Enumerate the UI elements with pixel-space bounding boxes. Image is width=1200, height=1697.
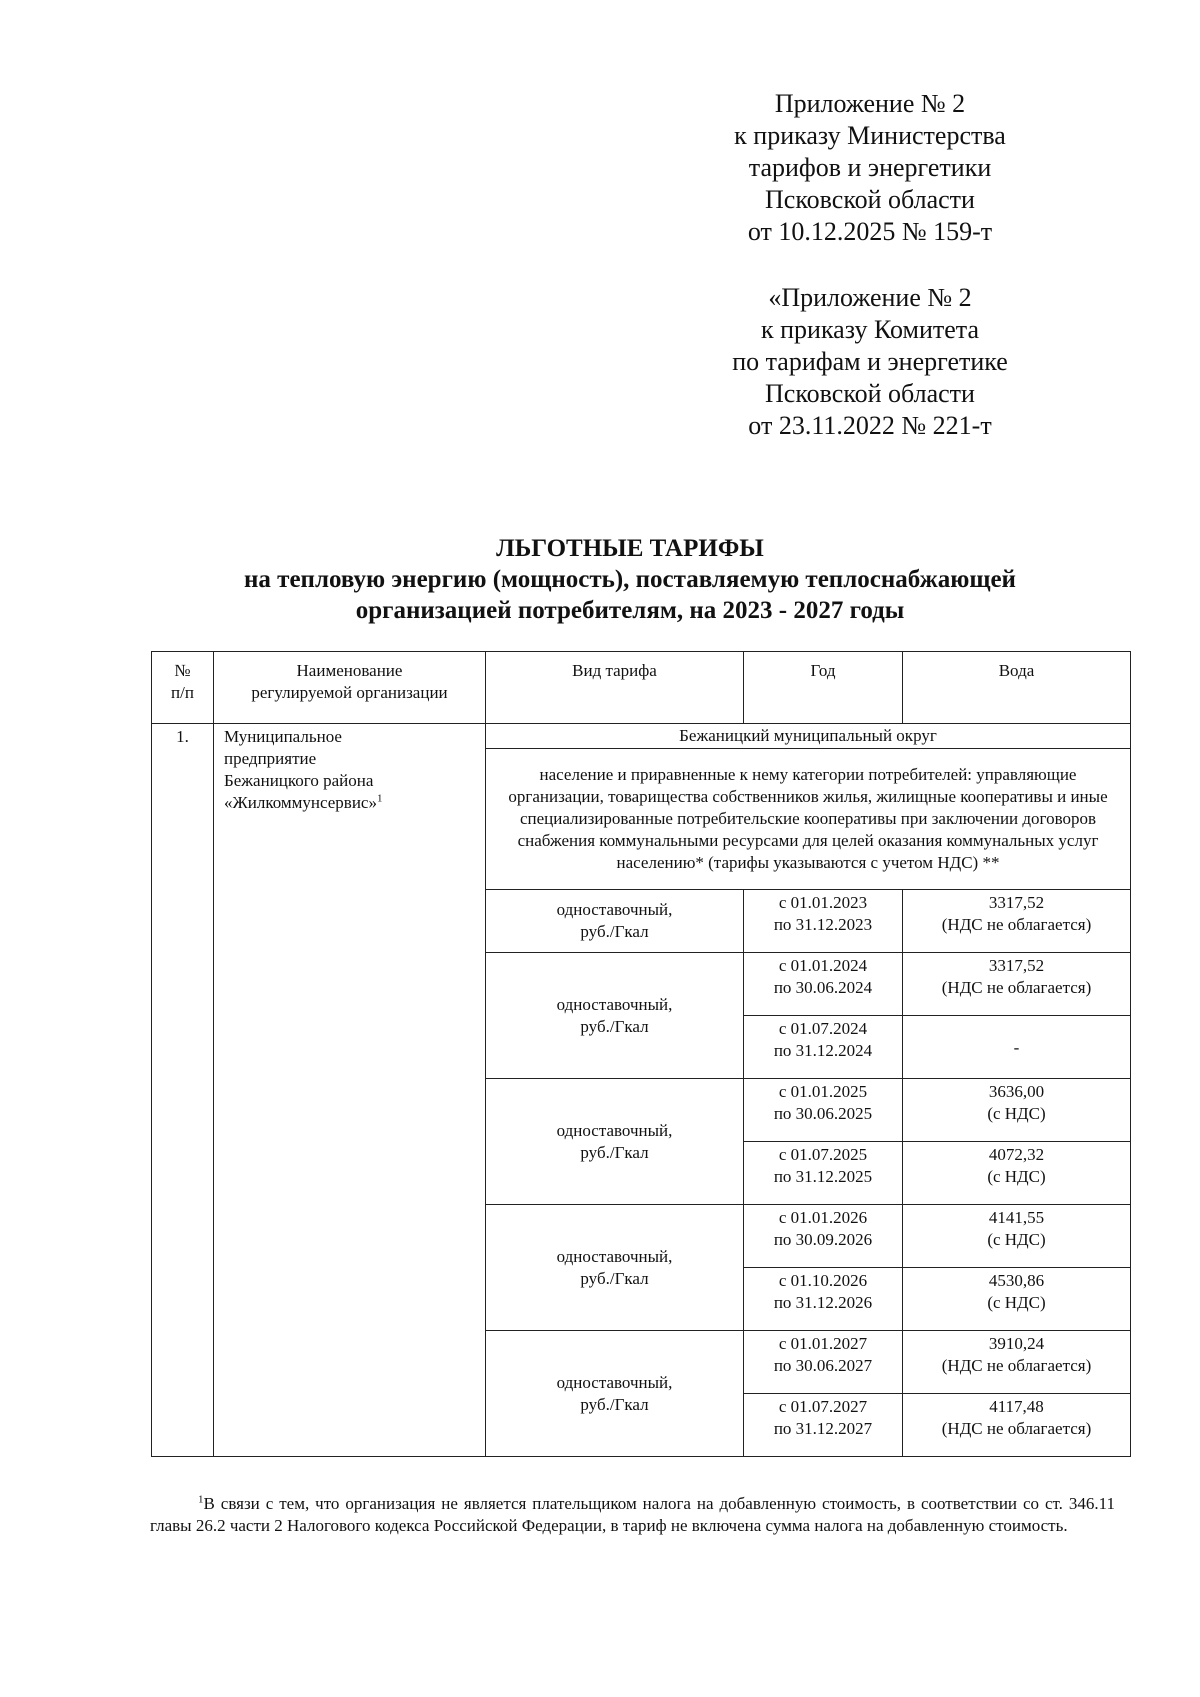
header-organization [214, 652, 486, 724]
consumer-category: население и приравненные к нему категории потребителей: управляющие организации, товарищества собственников жилья, жилищные кооперативы и иные специализированные потребительские кооперативы при заключении договоров снабжения коммунальными ресурсами для целей оказания коммунальных услуг населению* (тарифы указываются с учетом НДС) ** [486, 749, 1131, 890]
period-from: с 01.07.2024 [778, 1019, 868, 1038]
tariff-kind [486, 1079, 744, 1205]
tariff-vat-note: (с НДС) [987, 1293, 1046, 1312]
tariff-vat-note: (НДС не облагается) [941, 978, 1092, 997]
period-to: по 31.12.2026 [773, 1293, 873, 1312]
tariff-kind-line: одноставочный, [556, 900, 673, 919]
period-to: по 30.09.2026 [773, 1230, 873, 1249]
tariff-amount: 4117,48 [989, 1397, 1044, 1416]
tariff-amount: - [1013, 1038, 1020, 1057]
period-from: с 01.01.2024 [778, 956, 868, 975]
appendix-line: Приложение № 2 [774, 89, 966, 118]
period-from: с 01.01.2026 [778, 1208, 868, 1227]
appendix-previous-header [700, 282, 1040, 442]
tariff-kind-line: руб./Гкал [580, 1268, 649, 1288]
tariff-kind-line: руб./Гкал [580, 922, 649, 941]
tariff-vat-note: (с НДС) [987, 1104, 1046, 1123]
organization-line [224, 792, 481, 814]
period [744, 1079, 903, 1142]
footnote-mark: 1 [376, 792, 383, 805]
period-to: по 30.06.2024 [773, 978, 873, 997]
period [744, 1394, 903, 1457]
table-row [152, 724, 1131, 749]
appendix-line: к приказу Министерства [734, 121, 1006, 150]
header-organization-line: регулируемой организации [251, 683, 448, 702]
period [744, 1016, 903, 1079]
header-number-line: п/п [171, 683, 194, 702]
header-number-line: № [174, 661, 191, 680]
tariff-value [903, 1142, 1131, 1205]
table-header-row [152, 652, 1131, 724]
tariff-kind [486, 890, 744, 953]
tariff-kind-line: одноставочный, [556, 1246, 673, 1266]
tariff-amount: 3317,52 [988, 956, 1045, 975]
title-line-3: организацией потребителям, на 2023 - 2027 годы [355, 597, 905, 624]
period [744, 1142, 903, 1205]
tariff-kind-line: руб./Гкал [580, 1016, 649, 1036]
tariff-value [903, 1331, 1131, 1394]
organization-line-text: «Жилкоммунсервис» [224, 793, 377, 812]
tariff-amount: 4141,55 [988, 1208, 1045, 1227]
period-from: с 01.07.2027 [778, 1397, 868, 1416]
tariff-value [903, 953, 1131, 1016]
document-title [150, 533, 1110, 626]
tariff-kind-line: руб./Гкал [580, 1142, 649, 1162]
period-from: с 01.01.2027 [778, 1334, 868, 1353]
tariff-kind [486, 1331, 744, 1457]
tariff-kind [486, 1205, 744, 1331]
tariff-kind-line: одноставочный, [556, 1120, 673, 1140]
organization-line: Муниципальное [224, 727, 342, 746]
footnote-mark: 1 [198, 1493, 204, 1506]
period-to: по 31.12.2024 [773, 1041, 873, 1060]
appendix-line: к приказу Комитета [760, 315, 979, 344]
header-organization-line: Наименование [296, 661, 403, 680]
tariff-vat-note: (НДС не облагается) [941, 1419, 1092, 1438]
period [744, 953, 903, 1016]
tariff-kind-line: одноставочный, [556, 994, 673, 1014]
tariff-vat-note: (с НДС) [987, 1167, 1046, 1186]
period-to: по 31.12.2023 [773, 915, 873, 934]
appendix-line: от 23.11.2022 № 221-т [748, 411, 992, 440]
tariff-table [151, 651, 1131, 1457]
period-from: с 01.01.2023 [778, 893, 868, 912]
tariff-vat-note: (НДС не облагается) [941, 1356, 1092, 1375]
tariff-value [903, 890, 1131, 953]
footnote-text: В связи с тем, что организация не является плательщиком налога на добавленную стоимость, в соответствии со ст. 346.11 главы 26.2 части 2 Налогового кодекса Российской Федерации, в тариф не включена сумма налога на добавленную стоимость. [150, 1494, 1115, 1535]
appendix-line: «Приложение № 2 [768, 283, 972, 312]
title-line-1: ЛЬГОТНЫЕ ТАРИФЫ [496, 535, 764, 562]
period-to: по 30.06.2027 [773, 1356, 873, 1375]
appendix-line: Псковской области [765, 185, 975, 214]
tariff-kind-line: руб./Гкал [580, 1394, 649, 1414]
tariff-amount: 3910,24 [988, 1334, 1045, 1353]
header-water: Вода [903, 652, 1131, 724]
tariff-vat-note: (НДС не облагается) [941, 915, 1092, 934]
period-from: с 01.10.2026 [778, 1271, 868, 1290]
tariff-value [903, 1079, 1131, 1142]
period-to: по 31.12.2027 [773, 1419, 873, 1438]
tariff-value [903, 1016, 1131, 1079]
period-to: по 31.12.2025 [773, 1167, 873, 1186]
tariff-amount: 3317,52 [988, 893, 1045, 912]
title-line-2: на тепловую энергию (мощность), поставляемую теплоснабжающей [244, 566, 1016, 593]
organization-line: предприятие [224, 749, 317, 768]
tariff-kind-line: одноставочный, [556, 1372, 673, 1392]
appendix-line: по тарифам и энергетике [732, 347, 1008, 376]
footnote [150, 1493, 1115, 1537]
period-from: с 01.01.2025 [778, 1082, 868, 1101]
tariff-vat-note: (с НДС) [987, 1230, 1046, 1249]
row-number: 1. [152, 724, 214, 1457]
header-number [152, 652, 214, 724]
period [744, 1205, 903, 1268]
period [744, 1331, 903, 1394]
tariff-kind [486, 953, 744, 1079]
tariff-amount: 3636,00 [988, 1082, 1045, 1101]
tariff-value [903, 1268, 1131, 1331]
tariff-amount: 4530,86 [988, 1271, 1045, 1290]
organization-name [214, 724, 486, 1457]
period-to: по 30.06.2025 [773, 1104, 873, 1123]
tariff-amount: 4072,32 [988, 1145, 1045, 1164]
period-from: с 01.07.2025 [778, 1145, 868, 1164]
period [744, 1268, 903, 1331]
organization-line: Бежаницкого района [224, 771, 374, 790]
period [744, 890, 903, 953]
appendix-current-header [700, 88, 1040, 248]
tariff-value [903, 1205, 1131, 1268]
header-year: Год [744, 652, 903, 724]
tariff-value [903, 1394, 1131, 1457]
appendix-line: от 10.12.2025 № 159-т [747, 217, 993, 246]
header-tariff-kind: Вид тарифа [486, 652, 744, 724]
appendix-line: тарифов и энергетики [748, 153, 992, 182]
region-name: Бежаницкий муниципальный округ [486, 724, 1131, 749]
appendix-line: Псковской области [765, 379, 975, 408]
